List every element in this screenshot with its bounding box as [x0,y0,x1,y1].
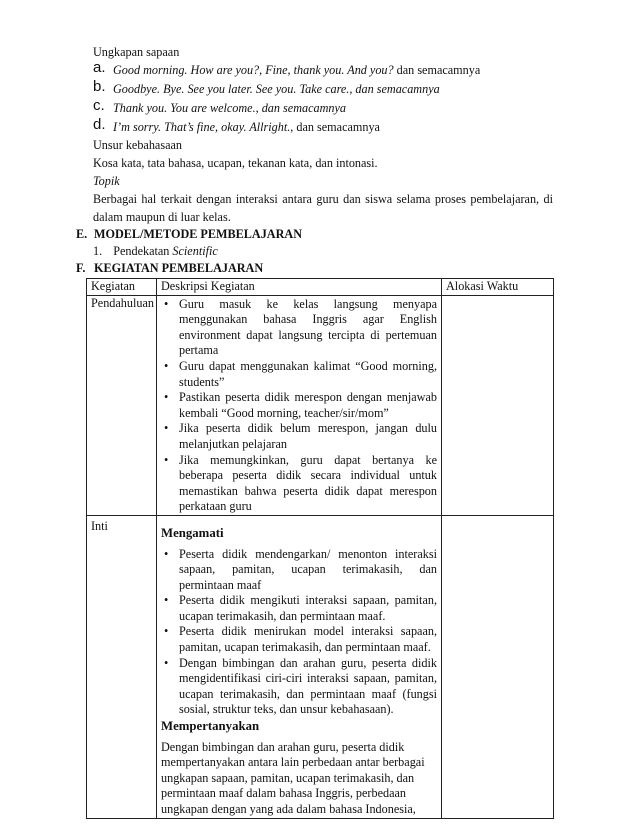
list-item: • Pastikan peserta didik merespon dengan menjawab kembali “Good morning, teacher/sir/mom” [161,390,437,421]
ungkapan-heading: Ungkapan sapaan [93,45,180,59]
text-line: mempertanyakan antara lain perbedaan antar berbagai [161,755,425,770]
item-text: Goodbye. Bye. See you later. See you. Take care., dan semacamnya [113,82,440,96]
topik-text-line2: dalam maupun di luar kelas. [93,210,231,224]
item-text: Thank you. You are welcome., dan semacamnya [113,101,346,115]
section-letter: E. [76,227,88,241]
unsur-heading: Unsur kebahasaan [93,138,183,152]
table-header-cell: Deskripsi Kegiatan [157,279,442,296]
list-letter: d. [93,116,106,133]
list-item: • Jika peserta didik belum merespon, jangan dulu melanjutkan pelajaran [161,421,437,452]
list-letter: c. [93,97,105,114]
table-header-cell: Alokasi Waktu [442,279,554,296]
topik-text-line1: Berbagai hal terkait dengan interaksi antara guru dan siswa selama proses pembelajaran, di [93,192,553,206]
item-suffix: , dan semacamnya [290,120,380,134]
row-time [442,515,554,818]
section-f-heading [76,261,263,277]
text-line: Dengan bimbingan dan arahan guru, peserta didik [161,739,405,754]
item-number: 1. [93,244,103,258]
item-italic: Scientific [172,244,218,258]
list-item: • Peserta didik menirukan model interaksi sapaan, pamitan, ucapan terimakasih, dan permintaan maaf. [161,624,437,655]
row-label: Inti [87,515,157,818]
list-item: • Dengan bimbingan dan arahan guru, peserta didik mengidentifikasi ciri-ciri interaksi sapaan, pamitan, ucapan terimakasih, dan permintaan maaf (fungsi sosial, struktur teks, dan unsur kebahasaan). [161,656,437,718]
item-text: I’m sorry. That’s fine, okay. Allright. [113,120,291,134]
row-description [157,295,442,515]
section-e-item [93,244,218,260]
table-header-row [87,279,554,296]
list-item: • Guru masuk ke kelas langsung menyapa menggunakan bahasa Inggris agar English environment dapat langsung tercipta di pertemuan pertama [161,297,437,359]
section-letter: F. [76,261,86,275]
item-text: Good morning. How are you?, Fine, thank you. And you? [113,63,394,77]
row-description [157,515,442,818]
section-e-heading [76,227,302,243]
mempertanyakan-title: Mempertanyakan [161,719,260,734]
list-item: • Peserta didik mengikuti interaksi sapaan, pamitan, ucapan terimakasih, dan permintaan maaf. [161,593,437,624]
table-row [87,295,554,515]
kegiatan-table [86,278,554,819]
table-header-cell: Kegiatan [87,279,157,296]
text-line: ungkapan dengan yang ada dalam bahasa Indonesia, [161,802,416,816]
bullet-list [161,547,437,719]
mengamati-title: Mengamati [161,525,224,540]
topik-heading: Topik [93,174,120,188]
row-time [442,295,554,515]
section-title: KEGIATAN PEMBELAJARAN [94,261,264,275]
text-line: ungkapan sapaan, pamitan, ucapan terimakasih, dan [161,770,415,785]
row-label: Pendahuluan [87,295,157,515]
list-letter: b. [93,78,106,95]
bullet-list [161,296,437,515]
item-suffix: dan semacamnya [393,63,481,77]
list-letter: a. [93,59,106,76]
table-row [87,515,554,818]
unsur-text: Kosa kata, tata bahasa, ucapan, tekanan kata, dan intonasi. [93,156,378,170]
item-text: Pendekatan [113,244,173,258]
list-item: • Guru dapat menggunakan kalimat “Good morning, students” [161,359,437,390]
text-line: permintaan maaf dalam bahasa Inggris, perbedaan [161,786,406,801]
section-title: MODEL/METODE PEMBELAJARAN [94,227,302,241]
mempertanyakan-text [161,740,437,818]
list-item: • Jika memungkinkan, guru dapat bertanya ke beberapa peserta didik secara individual untuk memastikan bahwa peserta didik dapat merespon perkataan guru [161,453,437,515]
list-item: • Peserta didik mendengarkan/ menonton interaksi sapaan, pamitan, ucapan terimakasih, dan permintaan maaf [161,547,437,594]
